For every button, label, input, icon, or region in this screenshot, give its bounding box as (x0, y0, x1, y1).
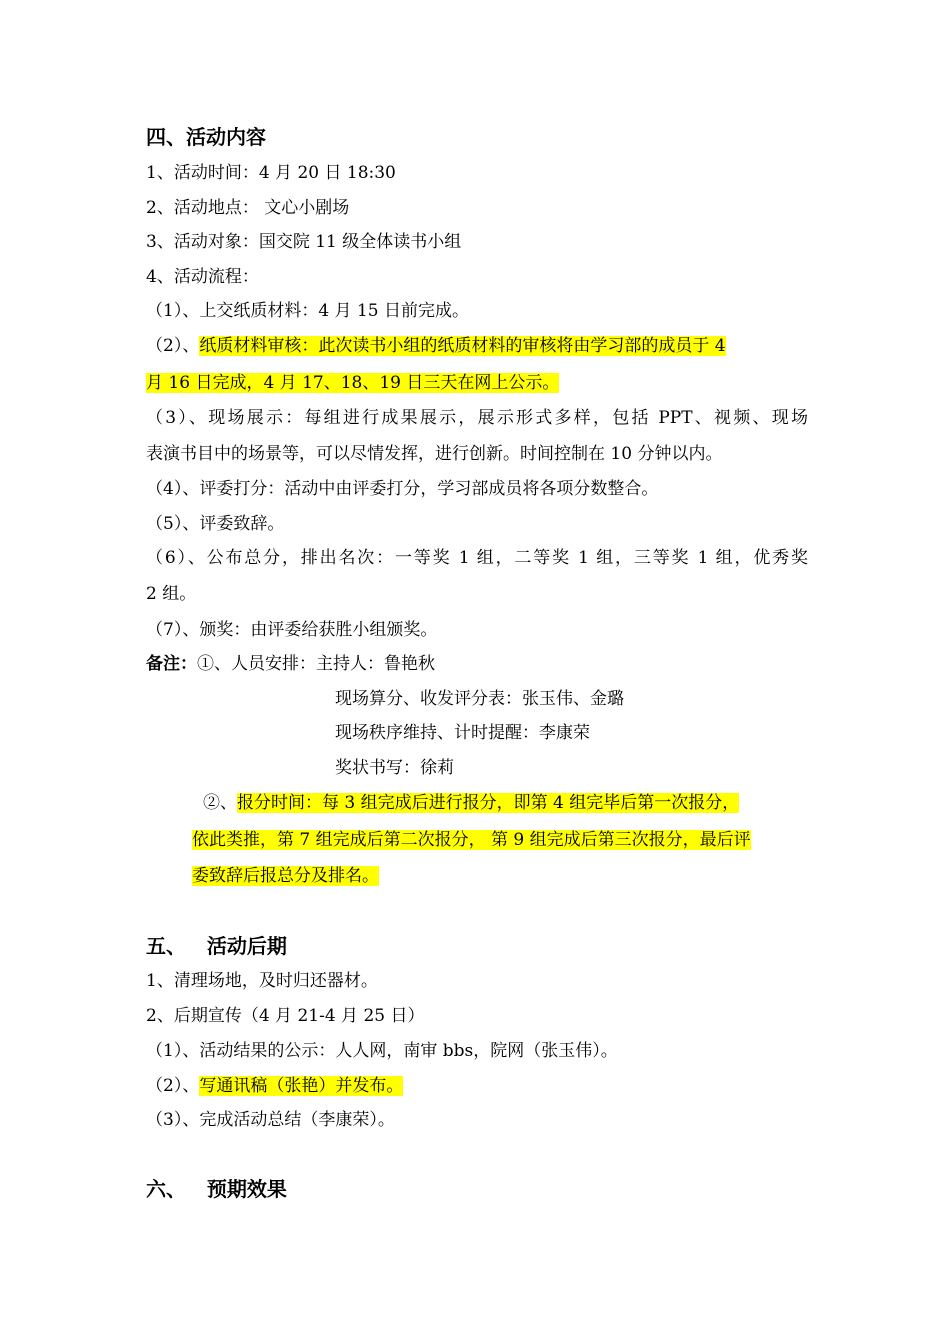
note-2-line-3 (192, 864, 379, 888)
step-4: （4）、评委打分：活动中由评委打分，学习部成员将各项分数整合。 (146, 479, 659, 499)
note-label: 备注： (146, 654, 197, 674)
post-item-2: 2、后期宣传（4 月 21-4 月 25 日） (146, 1006, 425, 1026)
post-promo-2 (146, 1074, 403, 1098)
activity-time: 1、活动时间：4 月 20 日 18:30 (146, 163, 396, 183)
section-5-heading: 五、 活动后期 (146, 934, 287, 958)
step-2-line-2 (146, 371, 559, 395)
post-promo-3: （3）、完成活动总结（李康荣）。 (146, 1110, 395, 1130)
step-3-line-2: 表演书目中的场景等，可以尽情发挥，进行创新。时间控制在 10 分钟以内。 (146, 444, 723, 464)
note-2-line-1 (203, 791, 739, 815)
note-2-highlight-2: 依此类推，第 7 组完成后第二次报分， 第 9 组完成后第三次报分，最后评 (192, 830, 751, 850)
note-staff-certificate: 奖状书写：徐莉 (335, 758, 454, 778)
note-staff: ①、人员安排：主持人：鲁艳秋 (197, 654, 435, 674)
step-6-line-1: （6）、公布总分，排出名次：一等奖 1 组，二等奖 1 组，三等奖 1 组，优秀奖 (146, 548, 808, 568)
step-3-line-1: （3）、现场展示：每组进行成果展示，展示形式多样，包括 PPT、视频、现场 (146, 408, 808, 428)
post-item-1: 1、清理场地，及时归还器材。 (146, 971, 378, 991)
note-2-highlight-3: 委致辞后报总分及排名。 (192, 866, 379, 886)
note-2-line-2 (192, 828, 751, 852)
note-2-prefix: ②、 (203, 793, 237, 813)
step-1: （1）、上交纸质材料：4 月 15 日前完成。 (146, 301, 469, 321)
post-promo-2-prefix: （2）、 (146, 1076, 200, 1096)
step-2-highlight-1: 纸质材料审核：此次读书小组的纸质材料的审核将由学习部的成员于 4 (199, 336, 726, 356)
activity-process-label: 4、活动流程： (146, 267, 259, 287)
step-6-line-2: 2 组。 (146, 584, 197, 604)
section-4-heading: 四、活动内容 (146, 125, 266, 149)
step-2-prefix: （2）、 (146, 336, 200, 356)
section-6-heading: 六、 预期效果 (146, 1177, 287, 1201)
note-2-highlight-1: 报分时间：每 3 组完成后进行报分，即第 4 组完毕后第一次报分， (237, 793, 740, 813)
step-5: （5）、评委致辞。 (146, 514, 285, 534)
note-staff-order: 现场秩序维持、计时提醒：李康荣 (335, 723, 590, 743)
note-line-1 (146, 652, 435, 676)
step-2-highlight-2: 月 16 日完成，4 月 17、18、19 日三天在网上公示。 (146, 373, 560, 393)
activity-target: 3、活动对象：国交院 11 级全体读书小组 (146, 232, 462, 252)
step-2-line-1 (146, 334, 726, 358)
note-staff-scoring: 现场算分、收发评分表：张玉伟、金璐 (335, 689, 624, 709)
post-promo-2-highlight: 写通讯稿（张艳）并发布。 (199, 1076, 404, 1096)
activity-location: 2、活动地点： 文心小剧场 (146, 198, 350, 218)
post-promo-1: （1）、活动结果的公示：人人网，南审 bbs，院网（张玉伟）。 (146, 1041, 618, 1061)
step-7: （7）、颁奖：由评委给获胜小组颁奖。 (146, 620, 438, 640)
